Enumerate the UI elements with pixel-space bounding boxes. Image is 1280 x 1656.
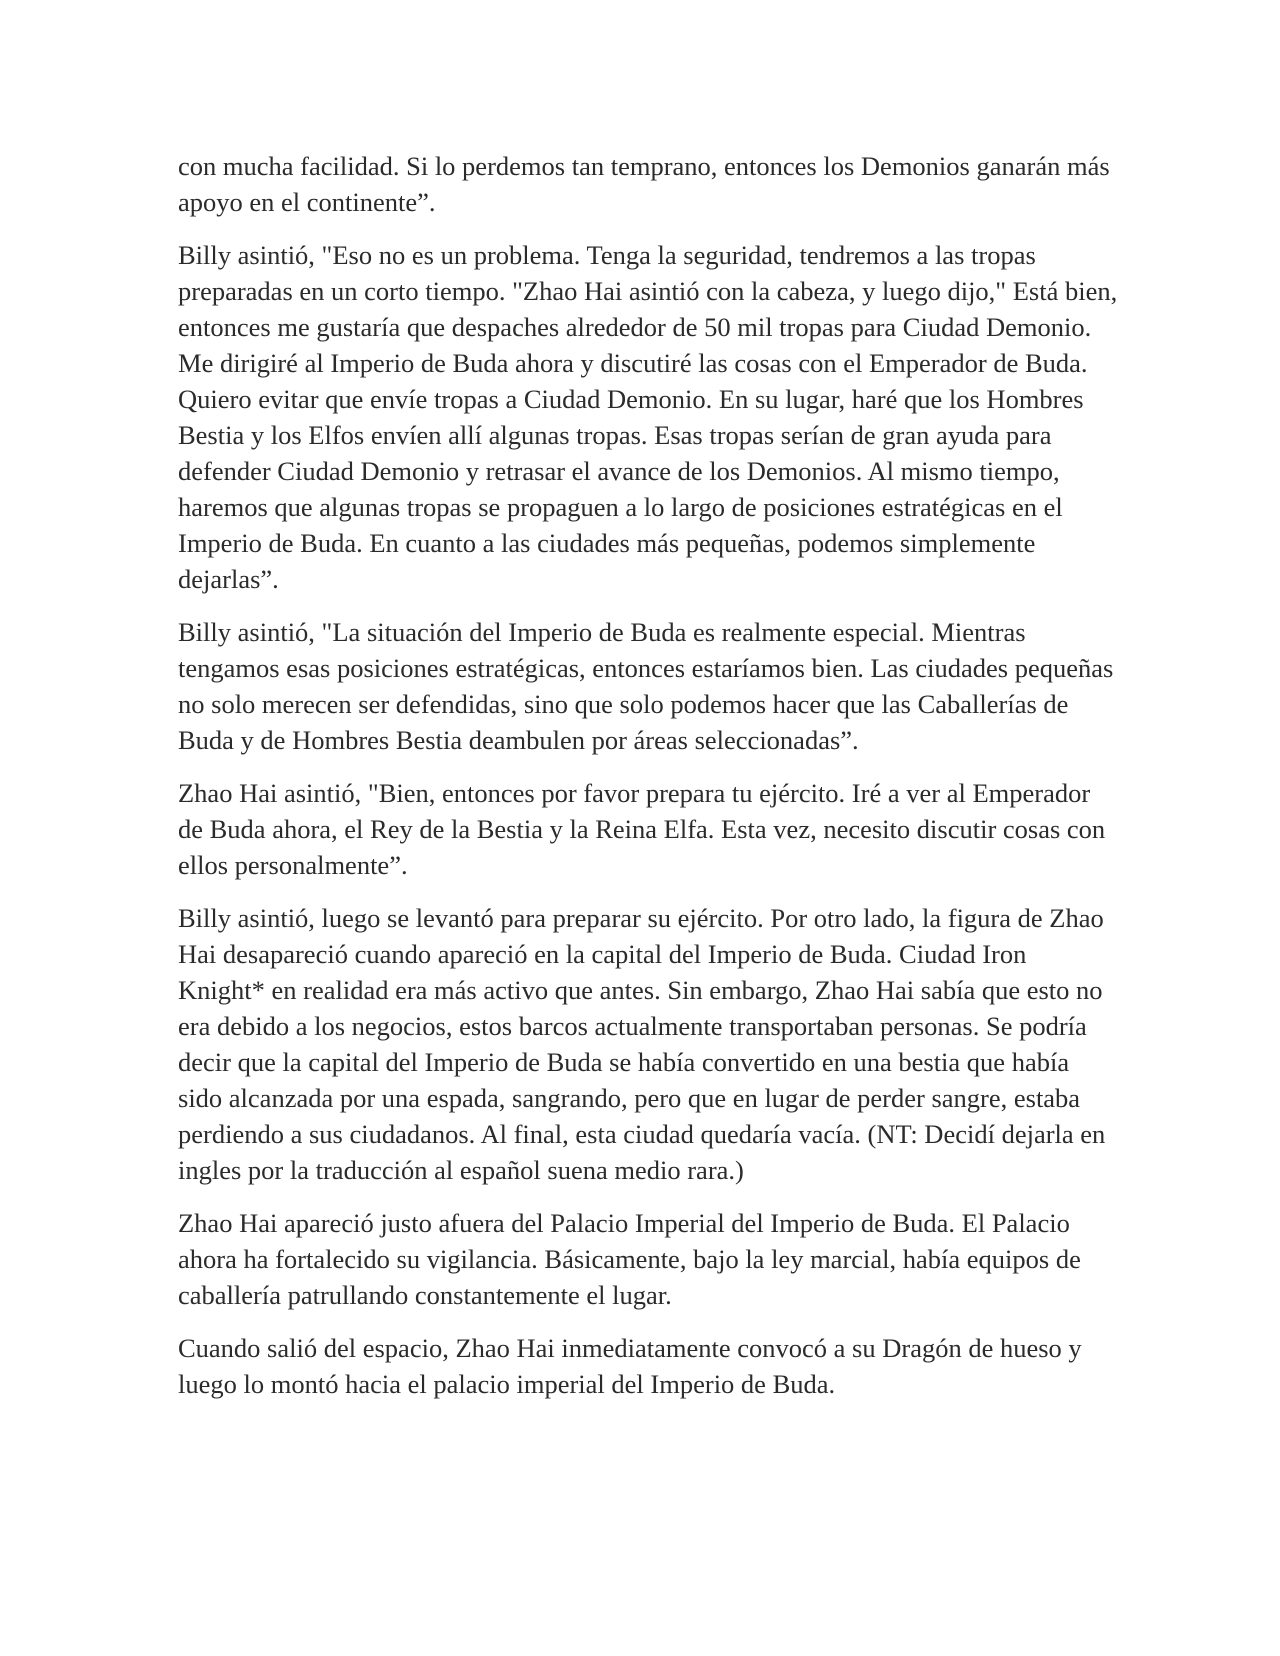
paragraph-5: Billy asintió, luego se levantó para preparar su ejército. Por otro lado, la figura de Zhao Hai desapareció cuando apareció en la capital del Imperio de Buda. Ciudad Iron Knight* en realidad era más activo que antes. Sin embargo, Zhao Hai sabía que esto no era debido a los negocios, estos barcos actualmente transportaban personas. Se podría decir que la capital del Imperio de Buda se había convertido en una bestia que había sido alcanzada por una espada, sangrando, pero que en lugar de perder sangre, estaba perdiendo a sus ciudadanos. Al final, esta ciudad quedaría vacía. (NT: Decidí dejarla en ingles por la traducción al español suena medio rara.) bbox=[178, 903, 1106, 1185]
paragraph-4: Zhao Hai asintió, "Bien, entonces por favor prepara tu ejército. Iré a ver al Emperador de Buda ahora, el Rey de la Bestia y la Reina Elfa. Esta vez, necesito discutir cosas con ellos personalmente”. bbox=[178, 778, 1106, 880]
document-body bbox=[178, 148, 1118, 1419]
paragraph-1: con mucha facilidad. Si lo perdemos tan temprano, entonces los Demonios ganarán más apoyo en el continente”. bbox=[178, 151, 1110, 217]
paragraph-6: Zhao Hai apareció justo afuera del Palacio Imperial del Imperio de Buda. El Palacio ahora ha fortalecido su vigilancia. Básicamente, bajo la ley marcial, había equipos de caballería patrullando constantemente el lugar. bbox=[178, 1208, 1081, 1310]
paragraph-2: Billy asintió, "Eso no es un problema. Tenga la seguridad, tendremos a las tropas preparadas en un corto tiempo. "Zhao Hai asintió con la cabeza, y luego dijo," Está bien, entonces me gustaría que despaches alrededor de 50 mil tropas para Ciudad Demonio. Me dirigiré al Imperio de Buda ahora y discutiré las cosas con el Emperador de Buda. Quiero evitar que envíe tropas a Ciudad Demonio. En su lugar, haré que los Hombres Bestia y los Elfos envíen allí algunas tropas. Esas tropas serían de gran ayuda para defender Ciudad Demonio y retrasar el avance de los Demonios. Al mismo tiempo, haremos que algunas tropas se propaguen a lo largo de posiciones estratégicas en el Imperio de Buda. En cuanto a las ciudades más pequeñas, podemos simplemente dejarlas”. bbox=[178, 240, 1118, 594]
paragraph-7: Cuando salió del espacio, Zhao Hai inmediatamente convocó a su Dragón de hueso y luego lo montó hacia el palacio imperial del Imperio de Buda. bbox=[178, 1333, 1082, 1399]
paragraph-3: Billy asintió, "La situación del Imperio de Buda es realmente especial. Mientras tengamos esas posiciones estratégicas, entonces estaríamos bien. Las ciudades pequeñas no solo merecen ser defendidas, sino que solo podemos hacer que las Caballerías de Buda y de Hombres Bestia deambulen por áreas seleccionadas”. bbox=[178, 617, 1114, 755]
